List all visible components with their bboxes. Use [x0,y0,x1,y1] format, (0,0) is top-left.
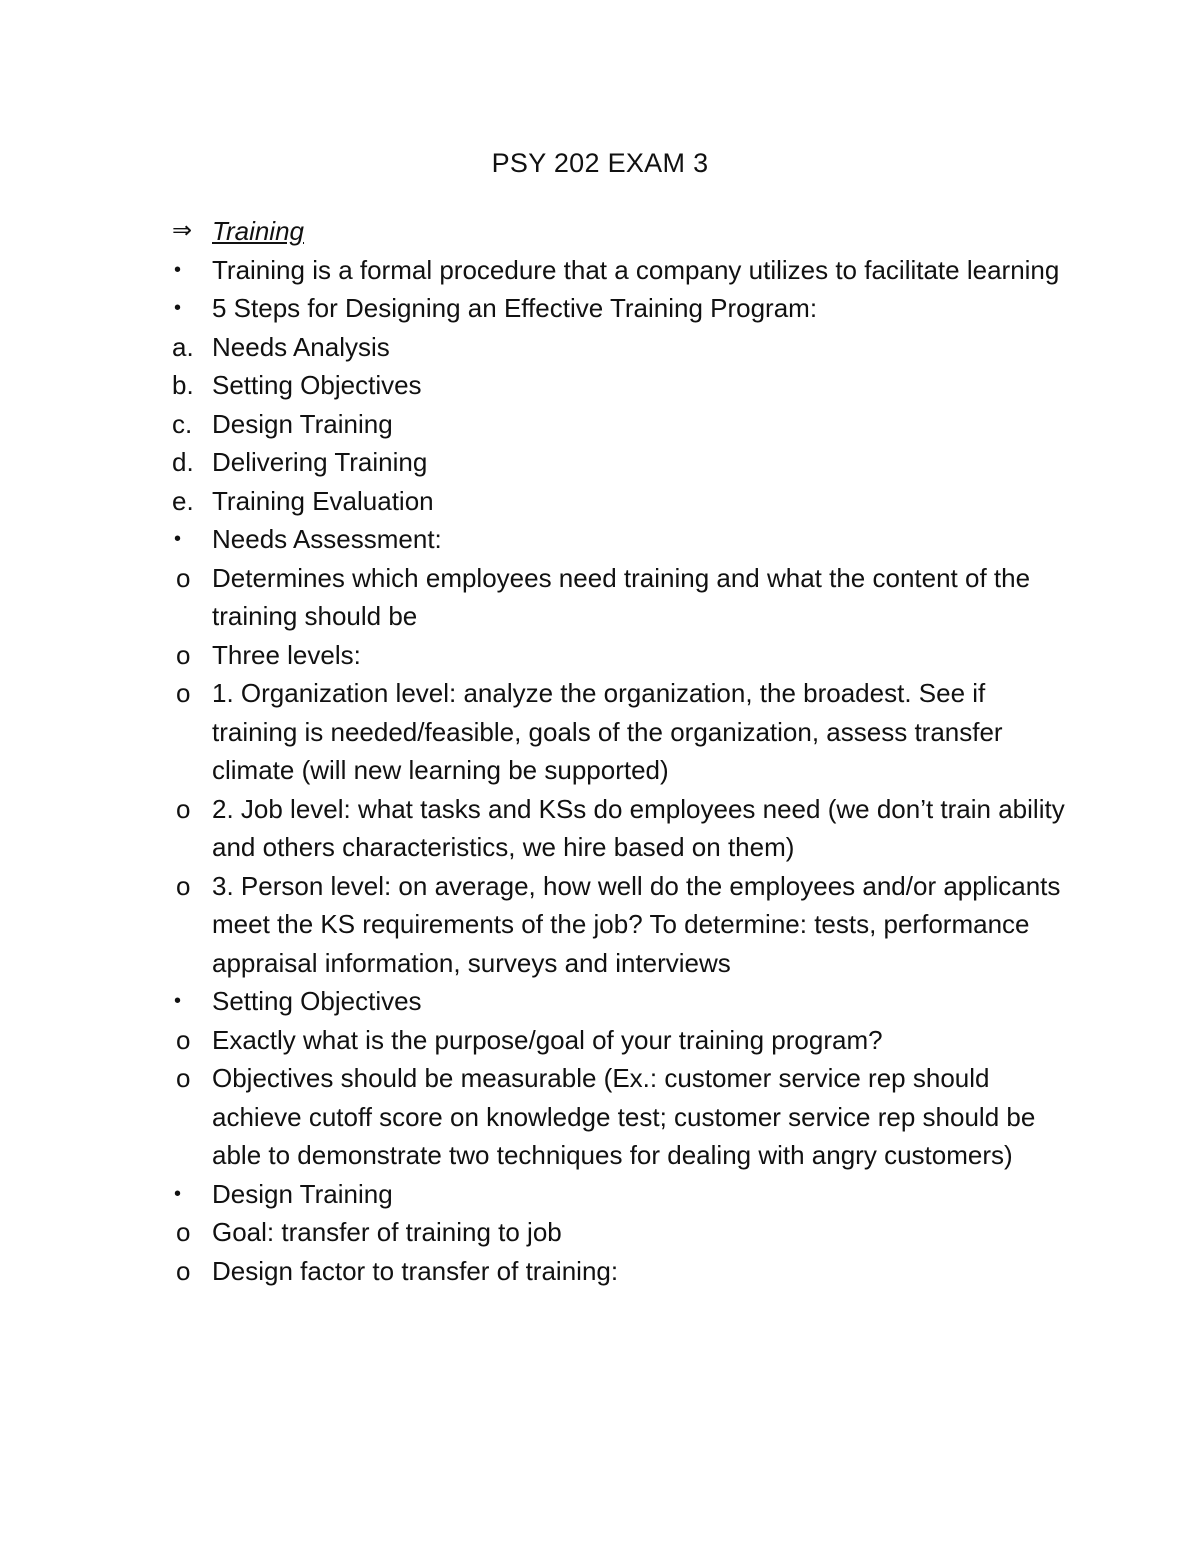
list-letter: b. [172,370,194,400]
circle-bullet-icon: o [176,870,191,901]
list-item [172,482,1072,521]
notes-list [172,212,1072,1290]
list-item [172,1213,1072,1252]
list-item-text: Needs Assessment: [212,524,442,554]
list-item-text: Training is a formal procedure that a company utilizes to facilitate learning [212,254,1060,285]
list-item [172,636,1072,675]
circle-bullet-icon: o [176,1063,191,1093]
list-item-text: Training Evaluation [212,485,434,516]
list-items [172,251,1072,1291]
list-item [172,674,1072,790]
list-letter: c. [172,408,193,439]
circle-bullet-icon: o [176,1255,191,1286]
list-item [172,328,1072,367]
circle-bullet-icon: o [176,793,191,824]
list-item [172,1059,1072,1175]
list-item-text: 5 Steps for Designing an Effective Training Program: [212,293,818,323]
list-item-text: Design Training [212,408,393,439]
circle-bullet-icon: o [176,678,191,708]
list-item [172,289,1072,328]
list-item-text: Setting Objectives [212,986,422,1016]
bullet-icon: • [174,1182,182,1205]
bullet-icon: • [174,528,182,550]
list-item-text: Three levels: [212,639,361,670]
list-item [172,982,1072,1021]
list-letter: a. [172,331,194,362]
list-item-text: Design Training [212,1178,393,1209]
bullet-icon: • [174,990,182,1012]
list-item-text: Goal: transfer of training to job [212,1217,562,1247]
list-item [172,1175,1072,1214]
bullet-icon: • [174,297,182,319]
list-item [172,251,1072,290]
list-item [172,867,1072,983]
bullet-icon: • [174,258,182,281]
list-item [172,1021,1072,1060]
circle-bullet-icon: o [176,562,191,593]
list-item [172,520,1072,559]
list-item [172,1252,1072,1291]
circle-bullet-icon: o [176,639,191,670]
list-item-text: Needs Analysis [212,331,390,362]
circle-bullet-icon: o [176,1024,191,1055]
arrow-icon: ⇒ [172,217,193,244]
list-item [172,405,1072,444]
section-heading-text: Training [212,216,305,246]
page-title: PSY 202 EXAM 3 [491,148,709,178]
circle-bullet-icon: o [176,1217,191,1247]
list-item [172,790,1072,867]
list-item-text: 2. Job level: what tasks and KSs do employees need (we don’t train ability and others characteristics, we hire based on them) [212,793,1065,862]
list-item-text: Design factor to transfer of training: [212,1255,619,1286]
list-item-text: Delivering Training [212,447,428,477]
list-item [172,366,1072,405]
section-heading [172,212,1072,251]
list-item [172,559,1072,636]
list-letter: d. [172,447,194,477]
list-item-text: Objectives should be measurable (Ex.: customer service rep should achieve cutoff score on knowledge test; customer service rep should be able to demonstrate two techniques for dealing with angry customers) [212,1063,1036,1170]
list-item-text: 1. Organization level: analyze the organization, the broadest. See if training is needed/feasible, goals of the organization, assess transfer climate (will new learning be supported) [212,678,1003,785]
list-item [172,443,1072,482]
list-item-text: Determines which employees need training and what the content of the training should be [212,562,1031,631]
list-item-text: 3. Person level: on average, how well do the employees and/or applicants meet the KS requirements of the job? To determine: tests, performance appraisal information, surveys and interviews [212,870,1061,978]
list-letter: e. [172,485,194,516]
list-item-text: Exactly what is the purpose/goal of your training program? [212,1024,883,1055]
list-item-text: Setting Objectives [212,370,422,400]
